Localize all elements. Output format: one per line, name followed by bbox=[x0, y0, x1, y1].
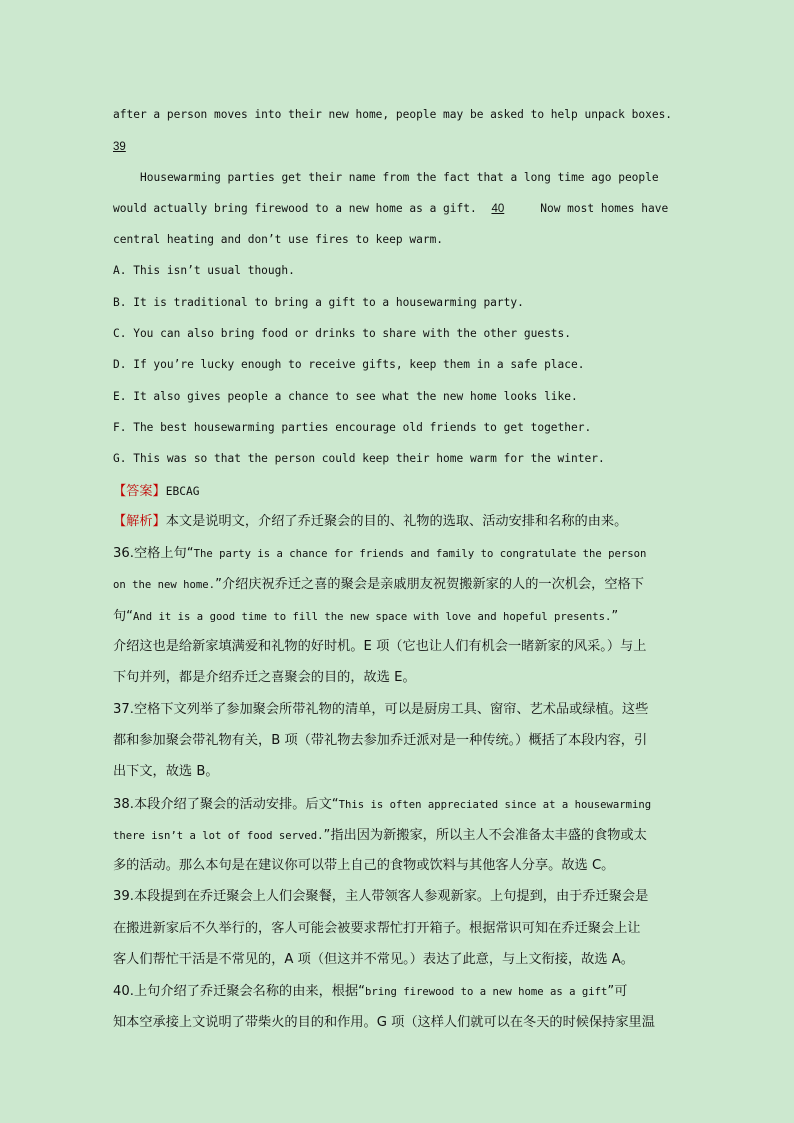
analysis-q36-line: 介绍这也是给新家填满爱和礼物的好时机。E 项（它也让人们有机会一睹新家的风采。）与上 bbox=[113, 639, 647, 655]
passage-line-text: would actually bring firewood to a new home as a gift. bbox=[113, 201, 477, 215]
analysis-q36-line: 句“And it is a good time to fill the new space with love and hopeful presents.” bbox=[113, 608, 619, 624]
passage-line-text: central heating and don’t use fires to keep warm. bbox=[113, 233, 444, 247]
passage-line bbox=[113, 224, 683, 255]
analysis-q39-line: 客人们帮忙干活是不常见的，A 项（但这并不常见。）表达了此意，与上文衔接，故选 A。 bbox=[113, 952, 634, 968]
passage-line bbox=[113, 193, 683, 224]
option-b: B. It is traditional to bring a gift to a housewarming party. bbox=[113, 295, 524, 309]
analysis-intro: 【解析】本文是说明文，介绍了乔迁聚会的目的、礼物的选取、活动安排和名称的由来。 bbox=[113, 513, 628, 529]
analysis-q38-line: there isn’t a lot of food served.”指出因为新搬家，所以主人不会准备太丰盛的食物或太 bbox=[113, 827, 647, 843]
analysis-q39-line: 39.本段提到在乔迁聚会上人们会聚餐，主人带领客人参观新家。上句提到，由于乔迁聚会是 bbox=[113, 889, 649, 905]
passage-line bbox=[113, 162, 683, 193]
blank-39: 39 bbox=[113, 141, 126, 154]
blank-40: 40 bbox=[491, 202, 505, 215]
passage-line bbox=[113, 130, 683, 161]
option-c: C. You can also bring food or drinks to share with the other guests. bbox=[113, 327, 572, 341]
option-g: G. This was so that the person could keep their home warm for the winter. bbox=[113, 452, 605, 466]
answer-value: EBCAG bbox=[165, 484, 200, 498]
analysis-q40-line: 知本空承接上文说明了带柴火的目的和作用。G 项（这样人们就可以在冬天的时候保持家里温 bbox=[113, 1014, 655, 1030]
analysis-q36-line: 下句并列，都是介绍乔迁之喜聚会的目的，故选 E。 bbox=[113, 670, 416, 686]
analysis-label: 【解析】 bbox=[113, 513, 166, 529]
analysis-q36-line: 36.空格上句“The party is a chance for friends and family to congratulate the person bbox=[113, 546, 647, 562]
passage-line-text: Housewarming parties get their name from the fact that a long time ago people bbox=[140, 170, 659, 184]
answer-line bbox=[113, 475, 683, 506]
option-f: F. The best housewarming parties encourage old friends to get together. bbox=[113, 420, 592, 434]
analysis-q37-line: 出下文，故选 B。 bbox=[113, 764, 219, 780]
analysis-q38-line: 多的活动。那么本句是在建议你可以带上自己的食物或饮料与其他客人分享。故选 C。 bbox=[113, 858, 615, 874]
analysis-q36-line: on the new home.”介绍庆祝乔迁之喜的聚会是亲戚朋友祝贺搬新家的人的一次机会，空格下 bbox=[113, 577, 644, 593]
analysis-q40-line: 40.上句介绍了乔迁聚会名称的由来，根据“bring firewood to a new home as a gift”可 bbox=[113, 984, 628, 1000]
analysis-q39-line: 在搬进新家后不久举行的，客人可能会被要求帮忙打开箱子。根据常识可知在乔迁聚会上让 bbox=[113, 920, 641, 936]
document-page bbox=[113, 99, 683, 1038]
passage-line-text: Now most homes have bbox=[540, 201, 669, 215]
passage-line bbox=[113, 99, 683, 130]
option-a: A. This isn’t usual though. bbox=[113, 264, 295, 278]
option-d: D. If you’re lucky enough to receive gifts, keep them in a safe place. bbox=[113, 358, 585, 372]
passage-line-text: after a person moves into their new home, people may be asked to help unpack boxes. bbox=[113, 108, 673, 121]
analysis-q37-line: 37.空格下文列举了参加聚会所带礼物的清单，可以是厨房工具、窗帘、艺术品或绿植。这些 bbox=[113, 701, 649, 717]
option-e: E. It also gives people a chance to see what the new home looks like. bbox=[113, 389, 578, 403]
answer-label: 【答案】 bbox=[113, 483, 166, 499]
analysis-q37-line: 都和参加聚会带礼物有关，B 项（带礼物去参加乔迁派对是一种传统。）概括了本段内容，引 bbox=[113, 732, 648, 748]
analysis-q38-line: 38.本段介绍了聚会的活动安排。后文“This is often appreciated since at a housewarming bbox=[113, 796, 652, 812]
